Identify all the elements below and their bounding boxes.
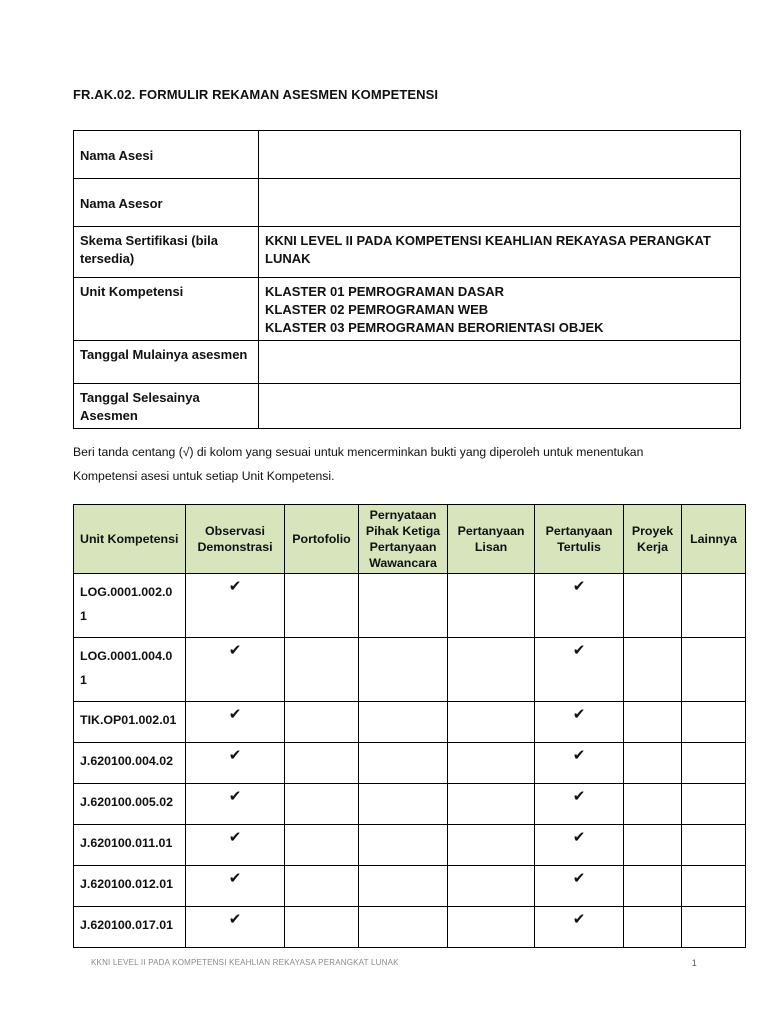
col-header-pernyataan-pihak-ketiga: Pernyataan Pihak Ketiga Pertanyaan Wawancara — [359, 505, 448, 574]
checkmark-cell[interactable] — [186, 574, 285, 638]
evidence-cell[interactable] — [285, 784, 359, 825]
info-label: Skema Sertifikasi (bila tersedia) — [74, 227, 259, 278]
info-value-field: KLASTER 01 PEMROGRAMAN DASAR KLASTER 02 PEMROGRAMAN WEB KLASTER 03 PEMROGRAMAN BERORIENTASI OBJEK — [259, 278, 741, 341]
evidence-cell[interactable] — [682, 702, 746, 743]
col-header-lainnya: Lainnya — [682, 505, 746, 574]
page-number: 1 — [691, 958, 697, 968]
unit-code: TIK.OP01.002.01 — [74, 702, 186, 743]
col-header-pertanyaan-lisan: Pertanyaan Lisan — [448, 505, 535, 574]
evidence-cell[interactable] — [682, 574, 746, 638]
checkmark-icon: ✔ — [228, 706, 242, 723]
info-row-unit-kompetensi — [74, 278, 741, 341]
checkmark-cell[interactable] — [535, 638, 624, 702]
checkmark-icon: ✔ — [228, 788, 242, 805]
evidence-cell[interactable] — [285, 574, 359, 638]
page-footer — [91, 958, 697, 967]
checkmark-icon: ✔ — [572, 706, 586, 723]
info-label: Tanggal Mulainya asesmen — [74, 341, 259, 384]
evidence-cell[interactable] — [359, 638, 448, 702]
checkmark-icon: ✔ — [572, 870, 586, 887]
evidence-cell[interactable] — [359, 866, 448, 907]
col-header-unit-kompetensi: Unit Kompetensi — [74, 505, 186, 574]
evidence-cell[interactable] — [682, 743, 746, 784]
checkmark-cell[interactable] — [186, 866, 285, 907]
table-row — [74, 743, 746, 784]
evidence-cell[interactable] — [285, 702, 359, 743]
checkmark-cell[interactable] — [186, 702, 285, 743]
checkmark-cell[interactable] — [535, 866, 624, 907]
evidence-matrix-table — [73, 504, 746, 948]
info-label: Nama Asesor — [74, 179, 259, 227]
evidence-cell[interactable] — [359, 574, 448, 638]
evidence-cell[interactable] — [448, 638, 535, 702]
checkmark-icon: ✔ — [228, 870, 242, 887]
checkmark-cell[interactable] — [186, 638, 285, 702]
table-row — [74, 574, 746, 638]
evidence-cell[interactable] — [682, 866, 746, 907]
info-value-field[interactable] — [259, 179, 741, 227]
checkmark-cell[interactable] — [535, 825, 624, 866]
evidence-cell[interactable] — [285, 825, 359, 866]
info-row-nama-asesor — [74, 179, 741, 227]
evidence-cell[interactable] — [359, 825, 448, 866]
matrix-header-row — [74, 505, 746, 574]
evidence-cell[interactable] — [624, 866, 682, 907]
evidence-cell[interactable] — [359, 907, 448, 948]
document-title: FR.AK.02. FORMULIR REKAMAN ASESMEN KOMPETENSI — [73, 87, 439, 102]
info-value-field[interactable] — [259, 131, 741, 179]
info-row-nama-asesi — [74, 131, 741, 179]
evidence-cell[interactable] — [448, 702, 535, 743]
evidence-cell[interactable] — [624, 825, 682, 866]
evidence-cell[interactable] — [448, 825, 535, 866]
table-row — [74, 784, 746, 825]
checkmark-cell[interactable] — [535, 574, 624, 638]
unit-code: J.620100.012.01 — [74, 866, 186, 907]
checkmark-cell[interactable] — [535, 743, 624, 784]
checkmark-cell[interactable] — [186, 907, 285, 948]
evidence-cell[interactable] — [624, 702, 682, 743]
checkmark-icon: ✔ — [572, 642, 586, 659]
evidence-cell[interactable] — [285, 743, 359, 784]
checkmark-icon: ✔ — [228, 578, 242, 595]
col-header-observasi: Observasi Demonstrasi — [186, 505, 285, 574]
info-value-field[interactable] — [259, 384, 741, 429]
checkmark-icon: ✔ — [572, 788, 586, 805]
evidence-cell[interactable] — [285, 638, 359, 702]
matrix-body — [74, 574, 746, 948]
evidence-cell[interactable] — [682, 638, 746, 702]
evidence-cell[interactable] — [448, 907, 535, 948]
evidence-cell[interactable] — [448, 866, 535, 907]
unit-code: J.620100.005.02 — [74, 784, 186, 825]
checkmark-icon: ✔ — [228, 642, 242, 659]
evidence-cell[interactable] — [359, 784, 448, 825]
checkmark-icon: ✔ — [572, 747, 586, 764]
table-row — [74, 825, 746, 866]
evidence-cell[interactable] — [682, 825, 746, 866]
table-row — [74, 638, 746, 702]
checkmark-icon: ✔ — [228, 911, 242, 928]
checkmark-icon: ✔ — [572, 911, 586, 928]
col-header-pertanyaan-tertulis: Pertanyaan Tertulis — [535, 505, 624, 574]
instruction-text: Beri tanda centang (√) di kolom yang sesuai untuk mencerminkan bukti yang diperoleh untuk menentukan Kompetensi asesi untuk setiap Unit Kompetensi. — [73, 445, 644, 483]
info-label: Nama Asesi — [74, 131, 259, 179]
assessment-info-table — [73, 130, 741, 429]
checkmark-cell[interactable] — [535, 702, 624, 743]
checkmark-cell[interactable] — [186, 743, 285, 784]
evidence-cell[interactable] — [285, 866, 359, 907]
info-row-tanggal-selesai — [74, 384, 741, 429]
unit-code: LOG.0001.004.01 — [74, 638, 186, 702]
evidence-cell[interactable] — [448, 784, 535, 825]
checkmark-cell[interactable] — [186, 784, 285, 825]
evidence-cell[interactable] — [359, 702, 448, 743]
evidence-cell[interactable] — [624, 638, 682, 702]
info-label: Unit Kompetensi — [74, 278, 259, 341]
evidence-cell[interactable] — [624, 743, 682, 784]
checkmark-icon: ✔ — [572, 578, 586, 595]
evidence-cell[interactable] — [624, 907, 682, 948]
checkmark-icon: ✔ — [228, 747, 242, 764]
evidence-cell[interactable] — [285, 907, 359, 948]
col-header-proyek-kerja: Proyek Kerja — [624, 505, 682, 574]
table-row — [74, 907, 746, 948]
info-row-skema — [74, 227, 741, 278]
unit-code: J.620100.011.01 — [74, 825, 186, 866]
info-label: Tanggal Selesainya Asesmen — [74, 384, 259, 429]
checkmark-cell[interactable] — [186, 825, 285, 866]
table-row — [74, 702, 746, 743]
col-header-portofolio: Portofolio — [285, 505, 359, 574]
evidence-cell[interactable] — [682, 907, 746, 948]
info-value-field: KKNI LEVEL II PADA KOMPETENSI KEAHLIAN REKAYASA PERANGKAT LUNAK — [259, 227, 741, 278]
checkmark-icon: ✔ — [572, 829, 586, 846]
info-row-tanggal-mulai — [74, 341, 741, 384]
unit-code: LOG.0001.002.01 — [74, 574, 186, 638]
checkmark-cell[interactable] — [535, 784, 624, 825]
evidence-cell[interactable] — [359, 743, 448, 784]
unit-code: J.620100.017.01 — [74, 907, 186, 948]
evidence-cell[interactable] — [448, 574, 535, 638]
evidence-cell[interactable] — [624, 574, 682, 638]
table-row — [74, 866, 746, 907]
footer-text: KKNI LEVEL II PADA KOMPETENSI KEAHLIAN REKAYASA PERANGKAT LUNAK — [91, 958, 399, 967]
evidence-cell[interactable] — [448, 743, 535, 784]
evidence-cell[interactable] — [624, 784, 682, 825]
evidence-cell[interactable] — [682, 784, 746, 825]
unit-code: J.620100.004.02 — [74, 743, 186, 784]
info-value-field[interactable] — [259, 341, 741, 384]
checkmark-cell[interactable] — [535, 907, 624, 948]
checkmark-icon: ✔ — [228, 829, 242, 846]
